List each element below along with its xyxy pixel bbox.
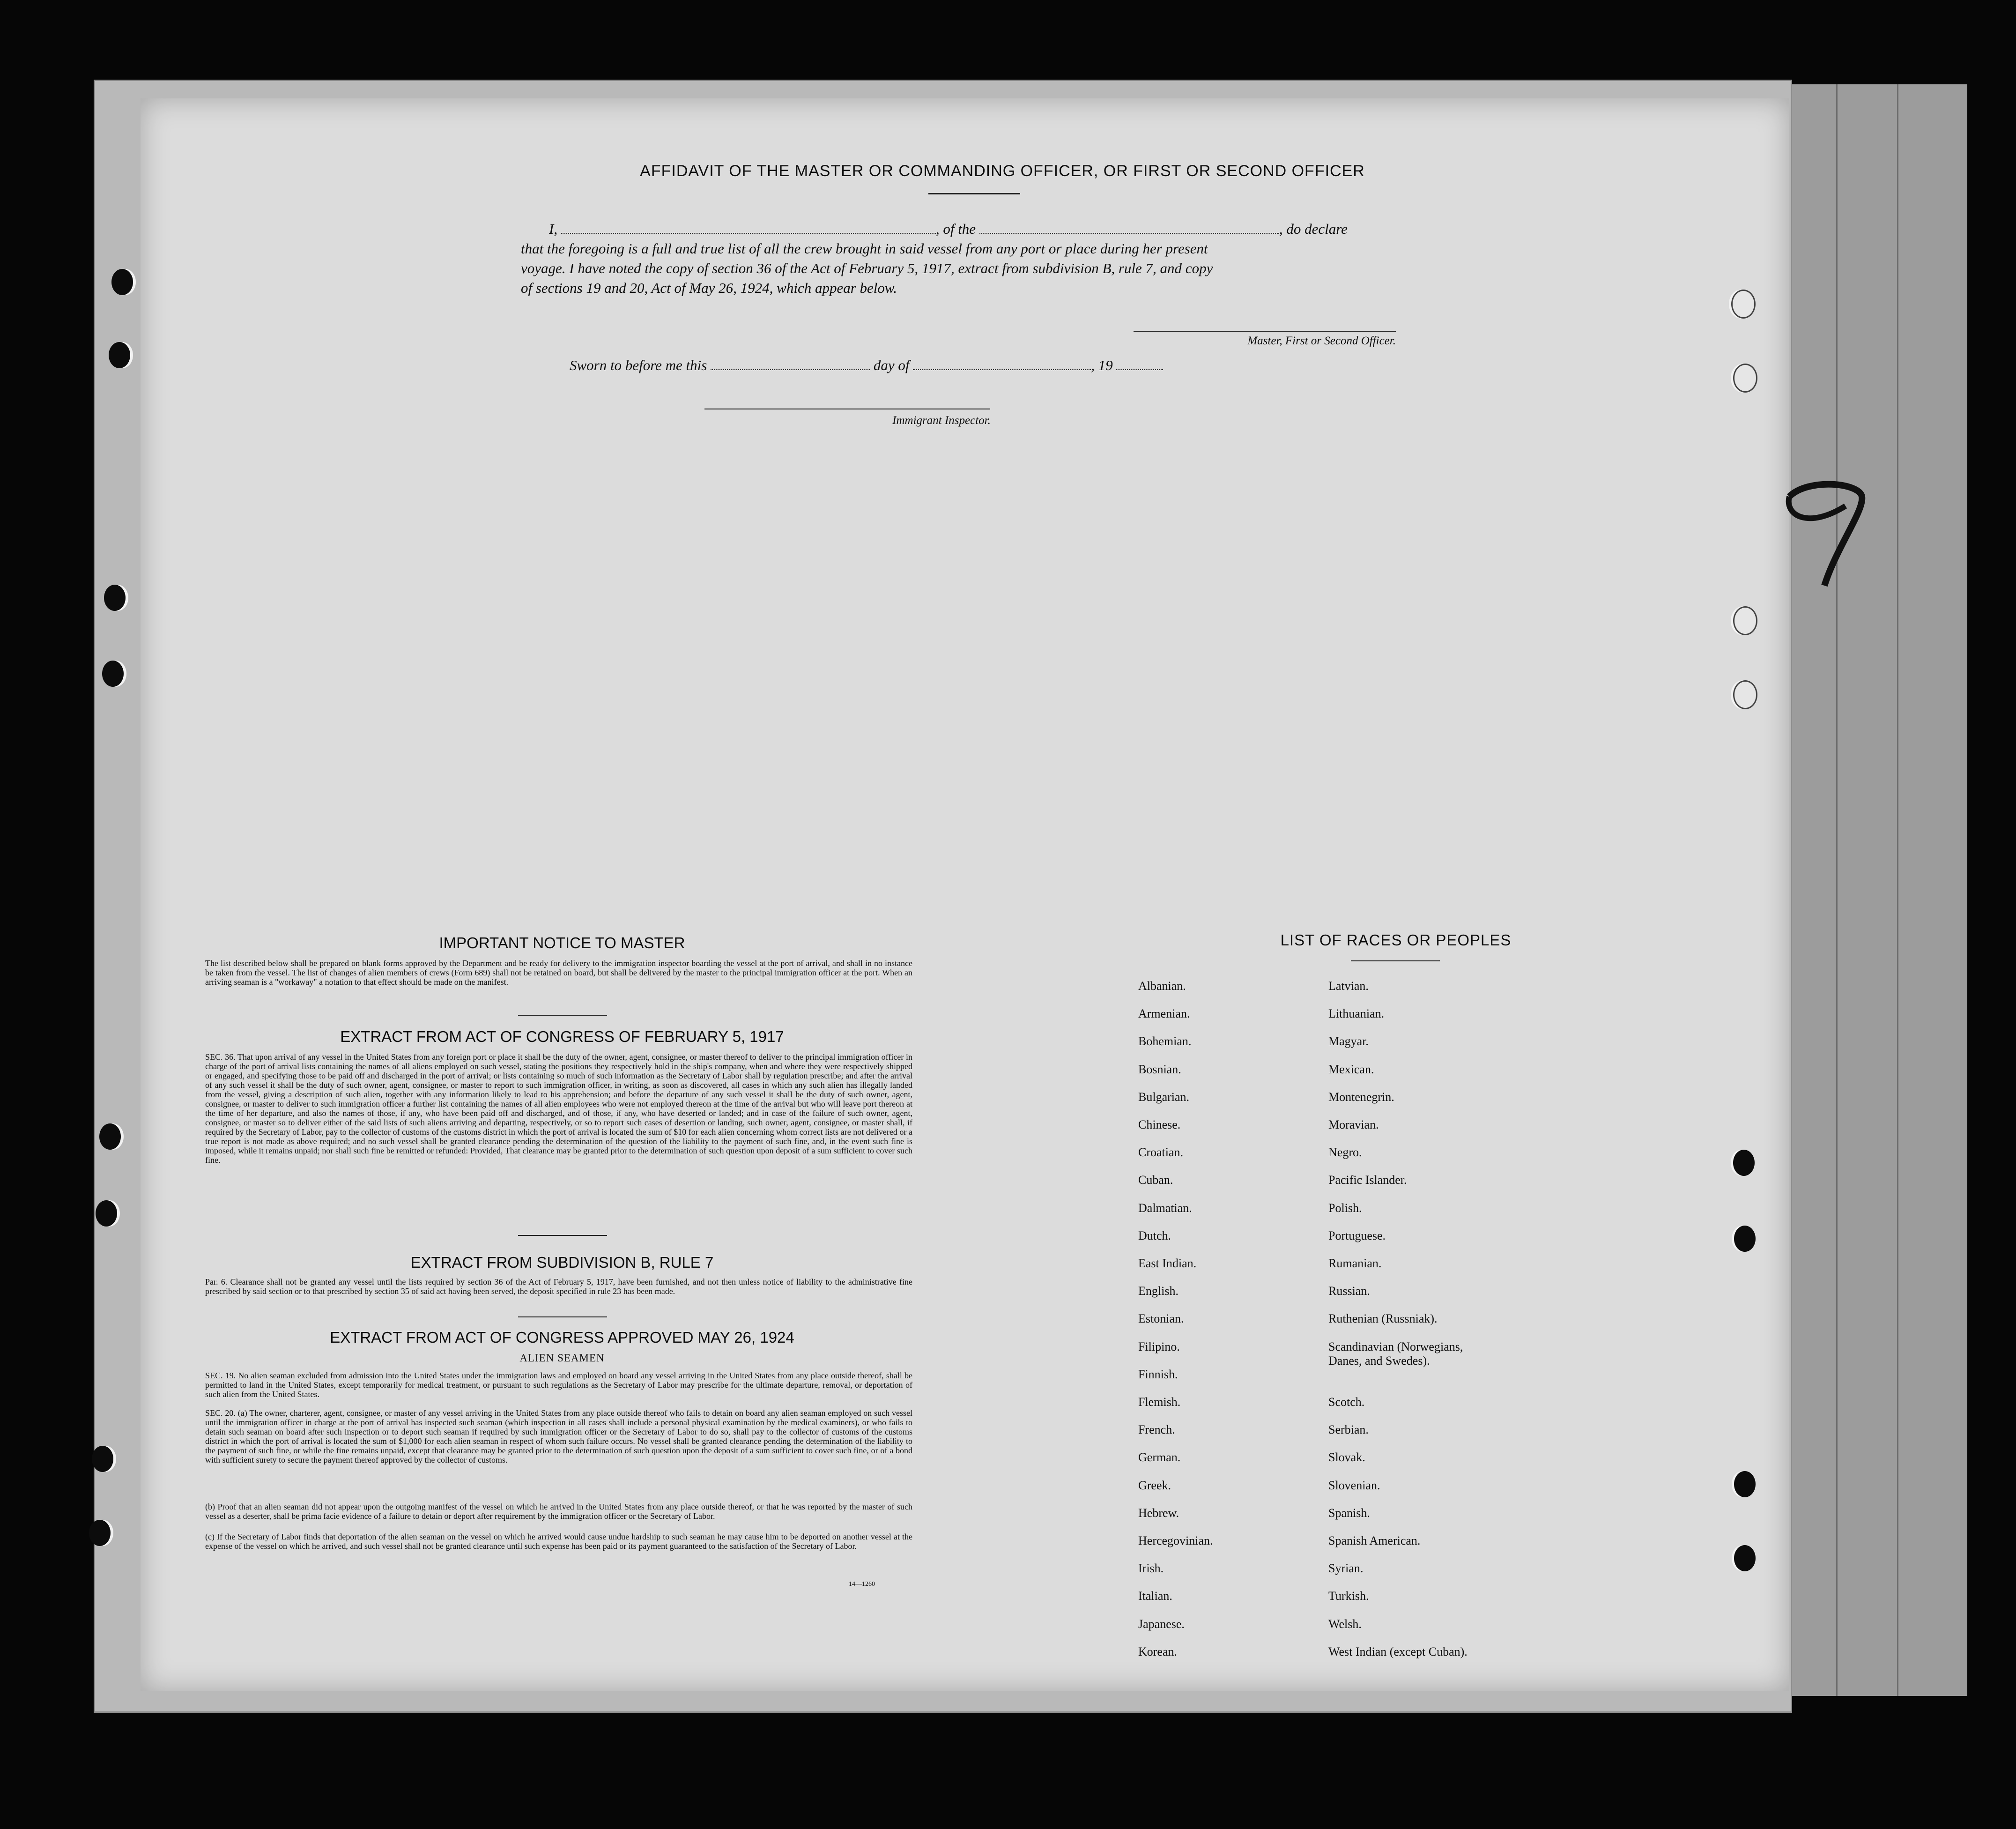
punch-hole <box>99 1123 121 1150</box>
race-item: Hebrew. <box>1138 1506 1179 1520</box>
race-item: Albanian. <box>1138 979 1186 993</box>
extract-1924-sec20b: (b) Proof that an alien seaman did not appear upon the outgoing manifest of the vessel on which he arrived in the United States from any place outside thereof, or that he was reported by the master of such vessel as a deserter, shall be prima facie evidence of a failure to detain or deport after requirement by the immigration officer or the Secretary of Labor. <box>205 1502 912 1521</box>
race-item: Syrian. <box>1328 1561 1364 1576</box>
extract-1924-title: EXTRACT FROM ACT OF CONGRESS APPROVED MAY 26, 1924 <box>330 1329 794 1346</box>
race-item: Moravian. <box>1328 1118 1379 1131</box>
day-field[interactable] <box>711 357 870 370</box>
race-item: Japanese. <box>1138 1617 1185 1631</box>
race-item: Slovak. <box>1328 1450 1365 1465</box>
divider <box>518 1015 607 1016</box>
race-item: Russian. <box>1328 1284 1370 1298</box>
race-item: Armenian. <box>1138 1007 1190 1021</box>
form-number: 14—1260 <box>849 1581 875 1588</box>
punch-hole <box>1731 290 1756 319</box>
affidavit-line-3: voyage. I have noted the copy of section 36 of the Act of February 5, 1917, extract from subdivision B, rule 7, and copy <box>521 260 1213 276</box>
punch-hole <box>102 661 124 687</box>
name-field[interactable] <box>561 221 936 234</box>
extract-1924-sec20c: (c) If the Secretary of Labor finds that deportation of the alien seaman on the vessel on which he arrived would cause undue hardship to such seaman he may cause him to be deported on another vessel at the expense of the vessel on which he arrived, and such vessel shall not be granted clearance until such expense has been paid or its payment guaranteed to the satisfaction of the Secretary of Labor. <box>205 1532 912 1551</box>
race-item: Hercegovinian. <box>1138 1534 1213 1547</box>
race-item: Estonian. <box>1138 1312 1184 1326</box>
punch-hole <box>104 585 126 611</box>
punch-hole <box>1733 364 1757 393</box>
signature-line[interactable] <box>1134 331 1396 332</box>
divider <box>928 193 1020 194</box>
race-item: Lithuanian. <box>1328 1007 1385 1021</box>
punch-hole <box>109 342 130 368</box>
notice-title: IMPORTANT NOTICE TO MASTER <box>439 934 685 952</box>
race-item: German. <box>1138 1450 1181 1465</box>
race-item: Filipino. <box>1138 1339 1180 1353</box>
race-item: Serbian. <box>1328 1423 1369 1437</box>
race-item: West Indian (except Cuban). <box>1328 1644 1468 1658</box>
race-item: East Indian. <box>1138 1257 1197 1270</box>
race-item: Slovenian. <box>1328 1478 1380 1492</box>
inspector-label: Immigrant Inspector. <box>892 414 991 427</box>
punch-hole <box>92 1446 113 1472</box>
signature-label: Master, First or Second Officer. <box>1247 335 1396 347</box>
divider <box>518 1235 607 1236</box>
race-item: Croatian. <box>1138 1145 1184 1160</box>
extract-rule7-title: EXTRACT FROM SUBDIVISION B, RULE 7 <box>410 1254 714 1271</box>
punch-hole <box>1734 1545 1756 1571</box>
race-item: Bosnian. <box>1138 1062 1181 1076</box>
race-item: Portuguese. <box>1328 1228 1386 1242</box>
race-item: Spanish. <box>1328 1506 1370 1520</box>
race-item: Scotch. <box>1328 1395 1365 1409</box>
column-rule <box>1897 84 1898 1696</box>
race-item: Mexican. <box>1328 1062 1374 1076</box>
race-item: Korean. <box>1138 1644 1178 1658</box>
race-item: Italian. <box>1138 1589 1172 1603</box>
races-title: LIST OF RACES OR PEOPLES <box>1280 931 1512 949</box>
race-item: Ruthenian (Russniak). <box>1328 1312 1438 1326</box>
punch-hole <box>1734 1226 1756 1252</box>
divider <box>1351 960 1440 961</box>
affidavit-of-the: , of the <box>935 221 976 237</box>
handwritten-mark <box>1780 478 1869 590</box>
punch-hole <box>1733 1150 1755 1176</box>
punch-hole <box>111 269 133 295</box>
race-item: Pacific Islander. <box>1328 1173 1407 1187</box>
race-item: Dutch. <box>1138 1228 1171 1242</box>
race-item: Polish. <box>1328 1201 1362 1215</box>
punch-hole <box>96 1200 117 1227</box>
punch-hole <box>1734 1471 1756 1497</box>
affidavit-i: I, <box>549 221 558 237</box>
race-item: Magyar. <box>1328 1034 1369 1048</box>
month-field[interactable] <box>913 357 1091 370</box>
notice-text: The list described below shall be prepared on blank forms approved by the Department and be ready for delivery to the immigration inspector boarding the vessel at the port of arrival, and shall in no instance be taken from the vessel. The list of changes of alien members of crews (Form 689) shall not be retained on board, but shall be delivered by the master to the principal immigration officer at the port. When an arriving seaman is a "workaway" a notation to that effect should be made on the manifest. <box>205 959 912 987</box>
extract-1917-title: EXTRACT FROM ACT OF CONGRESS OF FEBRUARY 5, 1917 <box>340 1028 784 1045</box>
extract-1924-sec19: SEC. 19. No alien seaman excluded from admission into the United States under the immigration laws and employed on board any vessel arriving in the United States from any place outside thereof, shall be permitted to land in the United States, except temporarily for medical treatment, or pursuant to such regulations as the Secretary of Labor may prescribe for the ultimate departure, removal, or deportation of such alien from the United States. <box>205 1371 912 1399</box>
race-item: Scandinavian (Norwegians, Danes, and Swedes). <box>1328 1339 1463 1368</box>
punch-hole <box>89 1520 111 1546</box>
race-item: Finnish. <box>1138 1367 1178 1381</box>
race-item: French. <box>1138 1423 1175 1437</box>
affidavit-declare: , do declare <box>1279 221 1348 237</box>
race-item: Greek. <box>1138 1478 1171 1492</box>
race-item: Bulgarian. <box>1138 1090 1190 1104</box>
race-item: Negro. <box>1328 1145 1362 1160</box>
sworn-text: Sworn to before me this <box>570 357 707 373</box>
race-item: Irish. <box>1138 1561 1164 1576</box>
race-item: Cuban. <box>1138 1173 1173 1187</box>
race-item: Chinese. <box>1138 1118 1181 1131</box>
race-item: English. <box>1138 1284 1178 1298</box>
race-item: Rumanian. <box>1328 1257 1382 1270</box>
race-item: Montenegrin. <box>1328 1090 1394 1104</box>
sworn-year: , 19 <box>1091 357 1113 373</box>
affidavit-body <box>521 219 1430 298</box>
affidavit-title: AFFIDAVIT OF THE MASTER OR COMMANDING OFFICER, OR FIRST OR SECOND OFFICER <box>640 162 1365 180</box>
punch-hole <box>1733 606 1757 635</box>
race-item: Flemish. <box>1138 1395 1181 1409</box>
affidavit-line-4: of sections 19 and 20, Act of May 26, 1924, which appear below. <box>521 280 897 296</box>
column-rule <box>1836 84 1838 1696</box>
race-item: Spanish American. <box>1328 1534 1421 1547</box>
race-item: Dalmatian. <box>1138 1201 1192 1215</box>
affidavit-line-2: that the foregoing is a full and true list of all the crew brought in said vessel from any port or place during her present <box>521 240 1208 257</box>
divider <box>518 1316 607 1317</box>
punch-hole <box>1733 680 1757 709</box>
extract-1924-sec20a: SEC. 20. (a) The owner, charterer, agent, consignee, or master of any vessel arriving in the United States from any place outside thereof who fails to detain on board any alien seaman employed on such vessel until the immigration officer in charge at the port of arrival has inspected such seaman (which inspection in all cases shall include a personal physical examination by the medical examiners), or who fails to detain such seaman on board after such inspection or to deport such seaman if required by such immigration officer or the Secretary of Labor to do so, shall pay to the collector of customs of the customs district in which the port of arrival is located the sum of $1,000 for each alien seaman in respect of whom such failure occurs. No vessel shall be granted clearance pending the determination of the liability to the payment of such fine, or while the fine remains unpaid, except that clearance may be granted prior to the determination of such question upon the deposit of a sum sufficient to cover such fine, or of a bond with sufficient surety to secure the payment thereof approved by the collector of customs. <box>205 1408 912 1465</box>
race-item: Bohemian. <box>1138 1034 1192 1048</box>
vessel-field[interactable] <box>979 221 1279 234</box>
alien-seamen-subtitle: ALIEN SEAMEN <box>519 1352 605 1364</box>
extract-1917-text: SEC. 36. That upon arrival of any vessel in the United States from any foreign port or place it shall be the duty of the owner, agent, consignee, or master thereof to deliver to the principal immigration officer in charge of the port of arrival lists containing the names of all aliens employed on such vessel, stating the positions they respectively hold in the ship's company, when and where they were respectively shipped or engaged, and specifying those to be paid off and discharged in the port of arrival; or lists containing so much of such information as the Secretary of Labor shall by regulation prescribe; and after the arrival of any such vessel it shall be the duty of such owner, agent, consignee, or master to report to such immigration officer, in writing, as soon as discovered, all cases in which any such alien has illegally landed from the vessel, giving a description of such alien, together with any information likely to lead to his apprehension; and before the departure of any such vessel it shall be the duty of such owner, agent, consignee, or master to deliver to such immigration officer a further list containing the names of all alien employees who were not employed thereon at the time of the arrival but who will leave port thereon at the time of her departure, and also the names of those, if any, who have been paid off and discharged, and of those, if any, who have deserted or landed; and in case of the failure of such owner, agent, consignee, or master so to deliver either of the said lists of such aliens arriving and departing, respectively, or so to report such cases of desertion or landing, such owner, agent, consignee, or master shall, if required by the Secretary of Labor, pay to the collector of customs of the customs district in which the port of arrival is located the sum of $10 for each alien concerning whom correct lists are not delivered or a true report is not made as above required; and no such vessel shall be granted clearance pending the determination of the question of the liability to the payment of such fine, and, in the event such fine is imposed, while it remains unpaid; nor shall such fine be remitted or refunded: Provided, That clearance may be granted prior to the determination of such question upon deposit of a sum sufficient to cover such fine. <box>205 1052 912 1165</box>
year-field[interactable] <box>1116 357 1163 370</box>
race-item: Turkish. <box>1328 1589 1369 1603</box>
extract-rule7-text: Par. 6. Clearance shall not be granted any vessel until the lists required by section 36 of the Act of February 5, 1917, have been furnished, and not then unless notice of liability to the administrative fine prescribed by said section or to that prescribed by section 35 of said act having been served, the deposit specified in rule 23 has been made. <box>205 1277 912 1296</box>
race-item: Latvian. <box>1328 979 1369 993</box>
race-item: Welsh. <box>1328 1617 1362 1631</box>
sworn-day-of: day of <box>873 357 910 373</box>
sworn-line <box>570 357 1163 374</box>
